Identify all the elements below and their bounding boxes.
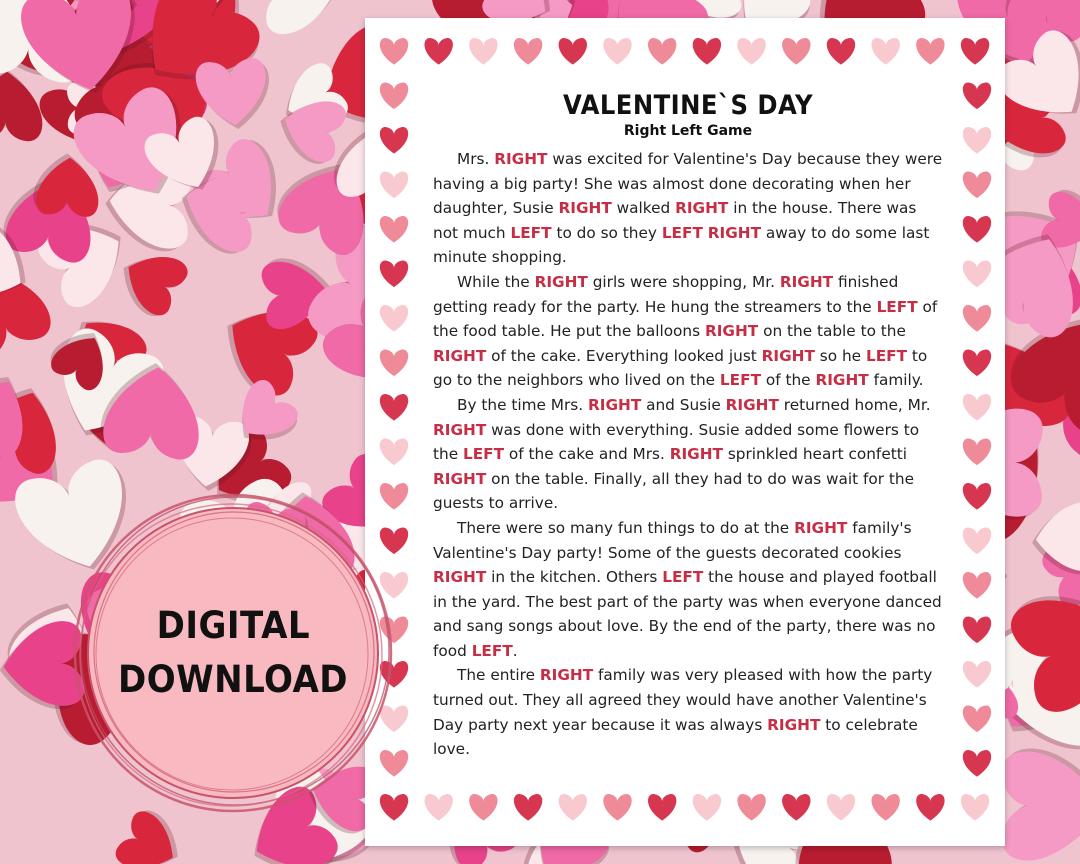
story-text-run: to do so they (551, 223, 662, 242)
keyword-right: RIGHT (707, 223, 762, 242)
border-heart-icon (380, 172, 408, 199)
story-text-run: to go to the neighbors who lived on the (433, 346, 928, 390)
page-title: VALENTINE`S DAY (562, 90, 814, 121)
story-text-run: The entire (457, 666, 540, 685)
story-text-run: of the cake and Mrs. (504, 445, 670, 464)
story-text-run: of the food table. He put the balloons (433, 297, 938, 341)
keyword-right: RIGHT (433, 420, 487, 439)
border-heart-icon (603, 38, 631, 65)
border-heart-icon (963, 350, 991, 377)
story-text-run: Mrs. (457, 150, 495, 168)
keyword-left: LEFT (876, 297, 918, 316)
keyword-right: RIGHT (761, 346, 815, 365)
page-subtitle: Right Left Game (623, 123, 753, 139)
border-heart-icon (648, 38, 676, 65)
border-heart-icon (963, 617, 991, 644)
border-heart-icon (782, 794, 810, 821)
border-heart-icon (871, 794, 899, 821)
border-heart-icon (963, 127, 991, 154)
border-heart-icon (963, 706, 991, 733)
badge-line-1: DIGITAL (156, 604, 310, 647)
keyword-right: RIGHT (587, 395, 642, 414)
border-heart-icon (963, 750, 991, 777)
story-text-run: While the (457, 272, 535, 291)
border-heart-icon (737, 794, 765, 821)
border-heart-icon (424, 794, 452, 821)
border-heart-icon (916, 38, 944, 65)
border-heart-icon (469, 38, 497, 65)
keyword-right: RIGHT (433, 469, 487, 488)
keyword-right: RIGHT (539, 666, 594, 685)
border-heart-icon (963, 439, 991, 466)
border-heart-icon (827, 38, 855, 65)
border-heart-icon (963, 483, 991, 510)
border-heart-icon (961, 38, 989, 65)
story-text-run: family was very pleased with how the party turned out. They all agreed they would have another Valentine's Day party next year because it was always (433, 666, 933, 734)
story-paragraph (433, 270, 943, 393)
story-text-run: in the kitchen. Others (486, 568, 663, 587)
story-text-run: so he (814, 346, 866, 365)
badge-line-2: DOWNLOAD (117, 658, 348, 701)
digital-download-badge (60, 492, 406, 814)
story-text-run: By the time Mrs. (457, 395, 588, 414)
keyword-right: RIGHT (779, 272, 834, 291)
border-heart-icon (963, 172, 991, 199)
story-text-run: on the table. Finally, all they had to do was wait for the guests to arrive. (433, 469, 915, 513)
keyword-right: RIGHT (669, 445, 723, 464)
story-text-run: family. (868, 371, 924, 390)
keyword-left: LEFT (719, 371, 762, 390)
border-heart-icon (916, 794, 944, 821)
keyword-left: LEFT (462, 445, 505, 464)
keyword-right: RIGHT (558, 199, 612, 218)
border-heart-icon (380, 439, 408, 466)
keyword-left: LEFT (471, 641, 513, 660)
border-heart-icon (559, 38, 587, 65)
keyword-left: LEFT (661, 223, 703, 242)
story-text-run: of the cake. Everything looked just (486, 346, 762, 365)
keyword-left: LEFT (662, 568, 704, 587)
border-heart-icon (827, 794, 855, 821)
story-paragraph (433, 516, 943, 664)
border-heart-icon (514, 38, 542, 65)
border-heart-icon (380, 305, 408, 332)
border-heart-icon (963, 261, 991, 288)
border-heart-icon (693, 38, 721, 65)
keyword-right: RIGHT (767, 715, 821, 734)
keyword-right: RIGHT (704, 322, 759, 341)
border-heart-icon (963, 394, 991, 421)
story-text-run: and Susie (641, 395, 726, 414)
story-text-run: family's Valentine's Day party! Some of the guests decorated cookies (433, 518, 912, 562)
story-text-run: returned home, Mr. (778, 395, 931, 414)
story-text-run: in the house. There was not much (433, 199, 917, 242)
story-paragraph (433, 147, 943, 270)
border-heart-icon (737, 38, 765, 65)
border-heart-icon (380, 261, 408, 288)
keyword-right: RIGHT (433, 568, 487, 587)
border-heart-icon (963, 305, 991, 332)
story-text (433, 147, 943, 762)
story-text-run: the house and played football in the yard. The best part of the party was when everyone danced and sang songs about love. By the end of the party, there was no food (433, 568, 942, 660)
border-heart-icon (559, 794, 587, 821)
story-text-run: away to do some last minute shopping. (433, 223, 930, 267)
border-heart-icon (963, 83, 991, 110)
keyword-left: LEFT (510, 223, 552, 242)
story-text-run: There were so many fun things to do at the (457, 518, 795, 537)
border-heart-icon (469, 794, 497, 821)
border-heart-icon (871, 38, 899, 65)
story-text-run: to celebrate love. (433, 715, 918, 759)
worksheet-content (433, 90, 943, 762)
story-text-run: of the (761, 371, 816, 390)
border-heart-icon (603, 794, 631, 821)
keyword-right: RIGHT (675, 199, 729, 218)
keyword-right: RIGHT (725, 395, 779, 414)
story-paragraph (433, 663, 943, 761)
border-heart-icon (380, 127, 408, 154)
border-heart-icon (648, 794, 676, 821)
border-heart-icon (963, 572, 991, 599)
story-text-run: was done with everything. Susie added some flowers to the (433, 420, 920, 464)
story-text-run: walked (611, 199, 676, 218)
worksheet-page (365, 18, 1005, 846)
border-heart-icon (380, 38, 408, 65)
story-text-run: finished getting ready for the party. He hung the streamers to the (433, 272, 899, 316)
border-heart-icon (380, 350, 408, 377)
border-heart-icon (961, 794, 989, 821)
keyword-right: RIGHT (433, 346, 487, 365)
border-heart-icon (782, 38, 810, 65)
story-text-run: girls were shopping, Mr. (587, 272, 780, 291)
border-heart-icon (693, 794, 721, 821)
story-text-run: on the table to the (758, 322, 906, 341)
keyword-right: RIGHT (534, 272, 588, 291)
keyword-right: RIGHT (815, 371, 869, 390)
border-heart-icon (380, 216, 408, 243)
story-text-run: . (512, 641, 518, 660)
border-heart-icon (424, 38, 452, 65)
story-text-run: sprinkled heart confetti (722, 445, 907, 464)
keyword-left: LEFT (865, 346, 908, 365)
border-heart-icon (963, 216, 991, 243)
border-heart-icon (514, 794, 542, 821)
keyword-right: RIGHT (494, 150, 548, 168)
keyword-right: RIGHT (794, 518, 848, 537)
border-heart-icon (963, 661, 991, 688)
border-heart-icon (963, 528, 991, 555)
border-heart-icon (380, 83, 408, 110)
story-text-run: was excited for Valentine's Day because they were having a big party! She was almost done decorating when her daughter, Susie (433, 150, 943, 218)
story-paragraph (433, 393, 943, 516)
border-heart-icon (380, 394, 408, 421)
